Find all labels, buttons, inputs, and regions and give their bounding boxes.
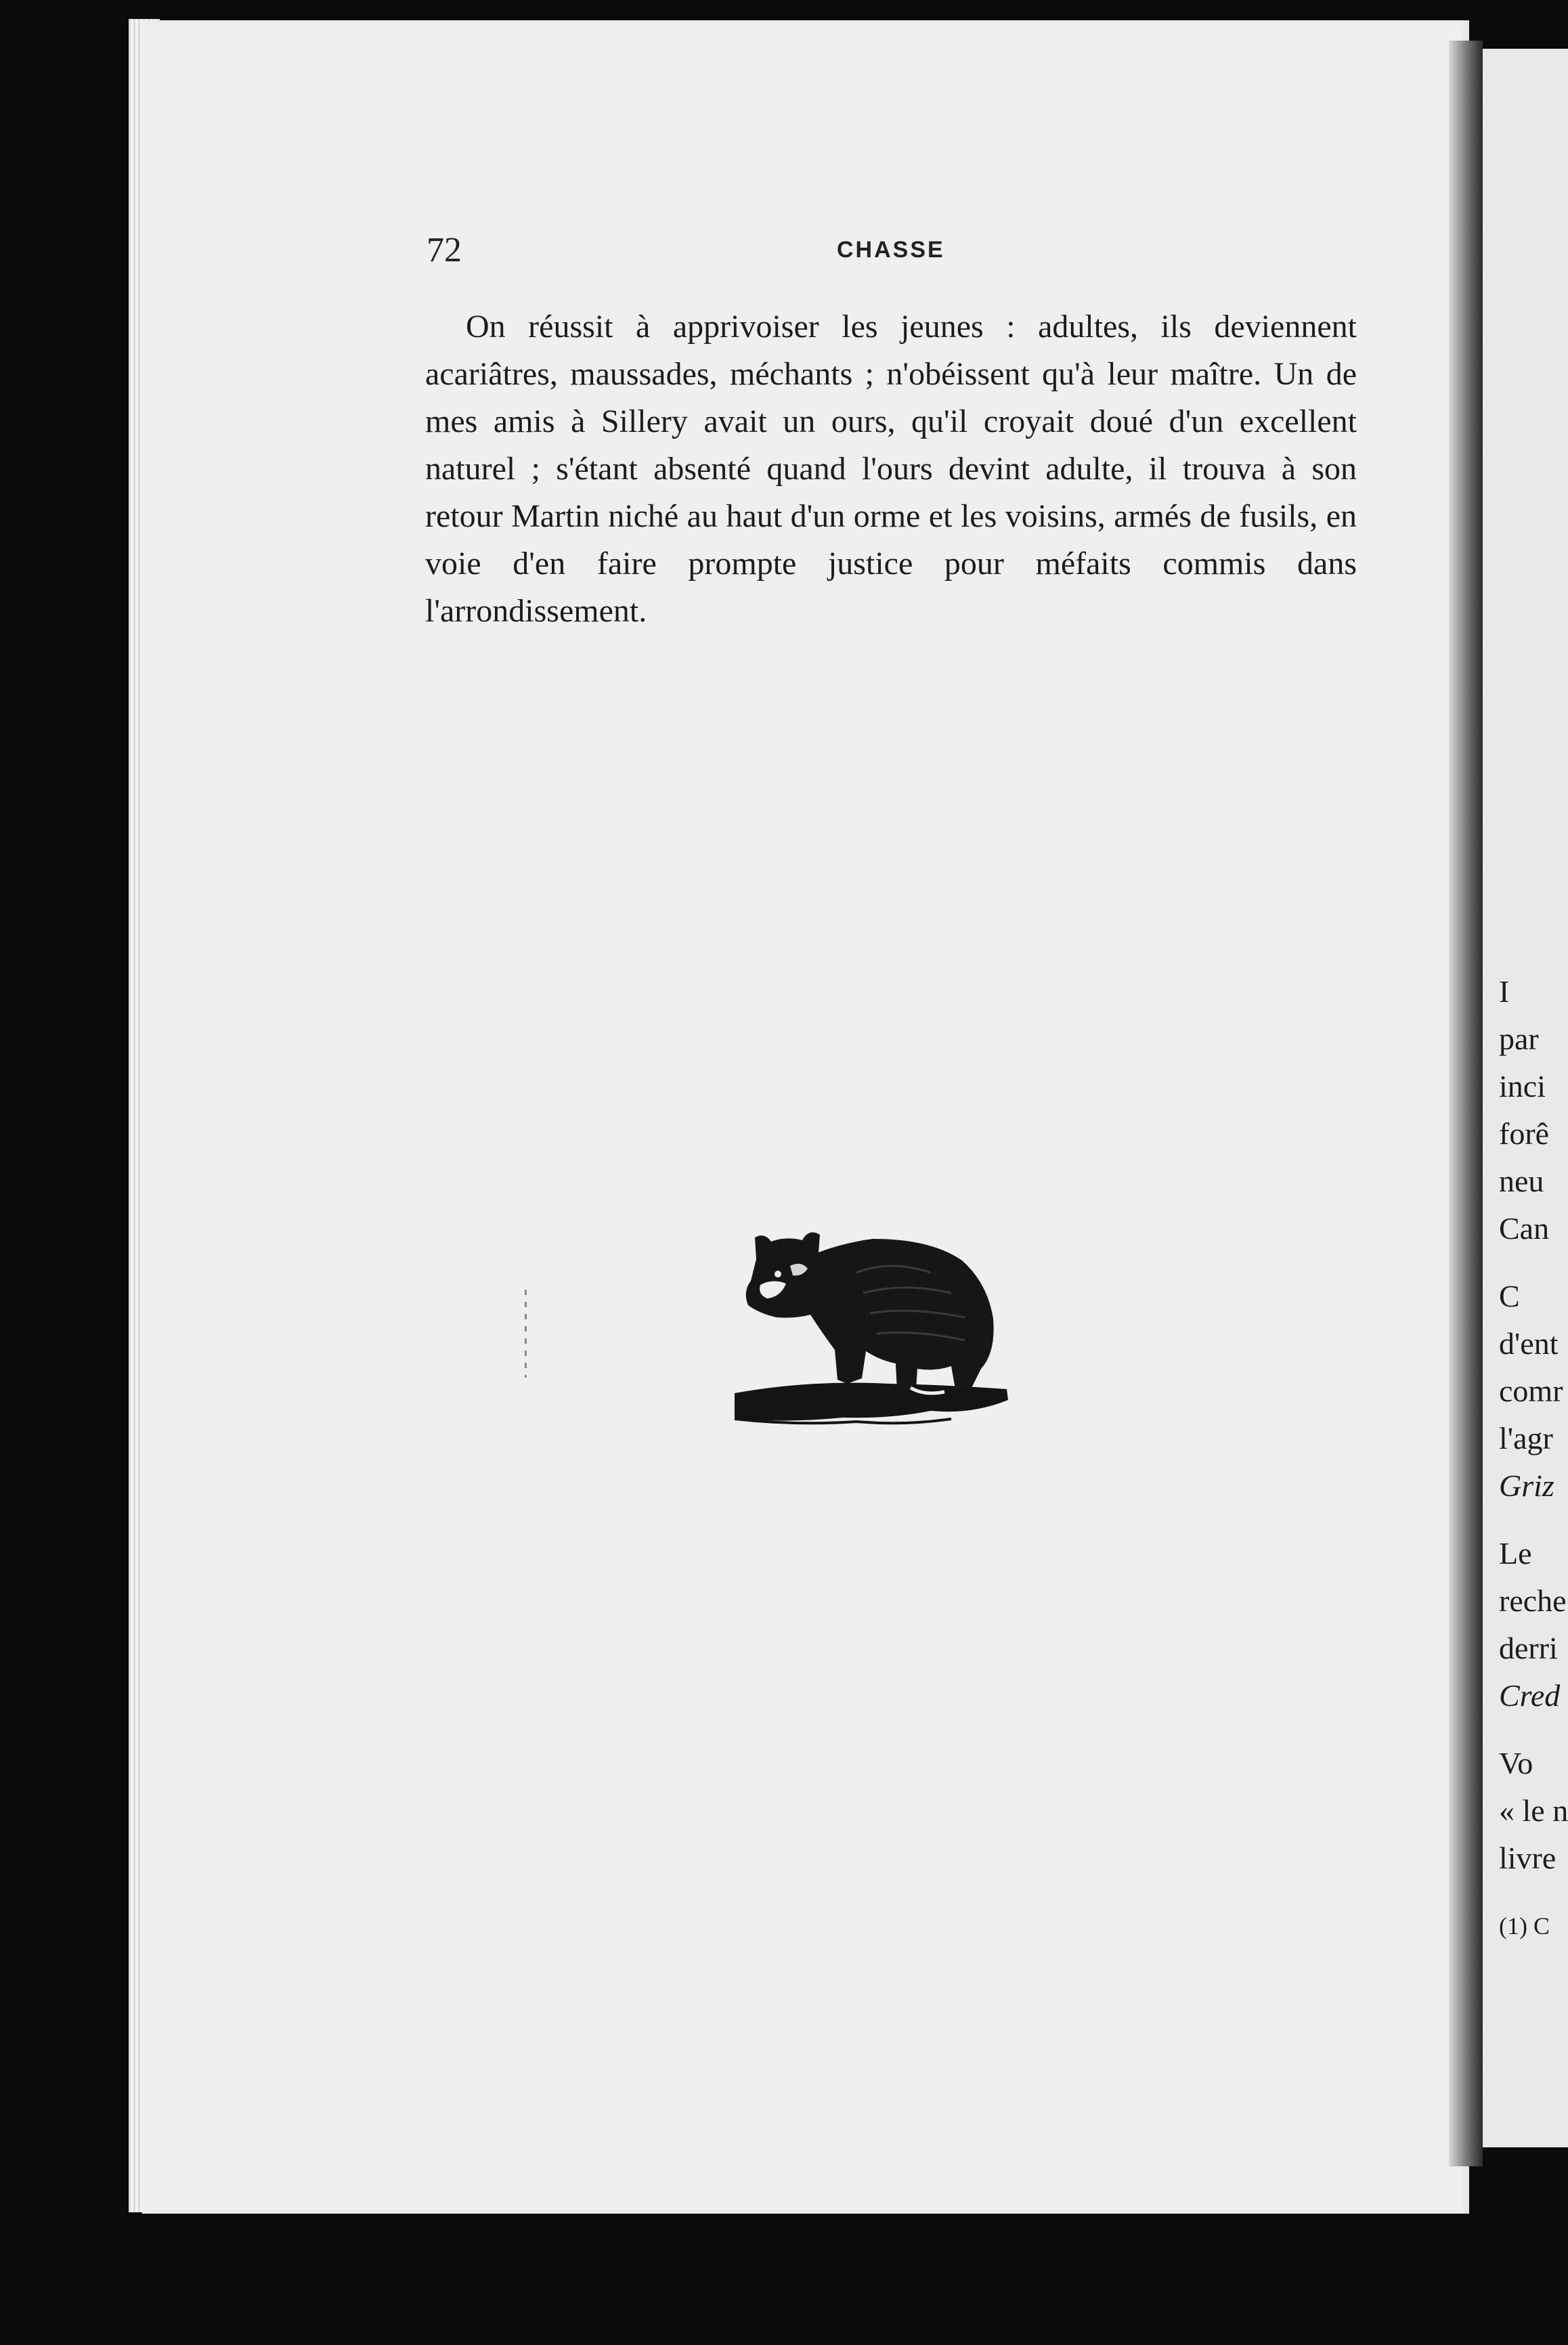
facing-line: neu: [1499, 1164, 1544, 1198]
facing-line: inci: [1499, 1069, 1546, 1103]
facing-line: livre: [1499, 1841, 1556, 1875]
facing-line: Le: [1499, 1536, 1532, 1571]
facing-line: Can: [1499, 1211, 1550, 1246]
facing-line: I: [1499, 974, 1510, 1009]
facing-line: « le n: [1499, 1793, 1568, 1828]
facing-line: Griz: [1499, 1468, 1554, 1503]
page-number: 72: [427, 231, 462, 269]
facing-line: d'ent: [1499, 1326, 1559, 1361]
scan-fleck: [525, 1290, 527, 1378]
facing-line: reche: [1499, 1583, 1567, 1618]
book-gutter: [1449, 41, 1483, 2166]
facing-page-text: [1499, 968, 1568, 1950]
body-paragraph: On réussit à apprivoiser les jeunes : adultes, ils deviennent acariâtres, maussades, méchants ; n'obéissent qu'à leur maître. Un de mes amis à Sillery avait un ours, qu'il croyait doué d'un excellent naturel ; s'étant absenté quand l'ours devint adulte, il trouva à son retour Martin niché au haut d'un orme et les voisins, armés de fusils, en voie d'en faire prompte justice pour méfaits commis dans l'arrondissement.: [425, 309, 1357, 629]
facing-line: Vo: [1499, 1746, 1533, 1780]
facing-line: l'agr: [1499, 1421, 1553, 1455]
facing-line: comr: [1499, 1374, 1563, 1408]
facing-line: C: [1499, 1279, 1520, 1313]
bear-woodcut-icon: [728, 1219, 1012, 1442]
facing-line: derri: [1499, 1631, 1558, 1665]
facing-line: Cred: [1499, 1678, 1561, 1713]
facing-footnote: (1) C: [1499, 1912, 1550, 1939]
facing-line: forê: [1499, 1116, 1550, 1151]
running-head: CHASSE: [837, 237, 945, 263]
facing-line: par: [1499, 1022, 1539, 1056]
